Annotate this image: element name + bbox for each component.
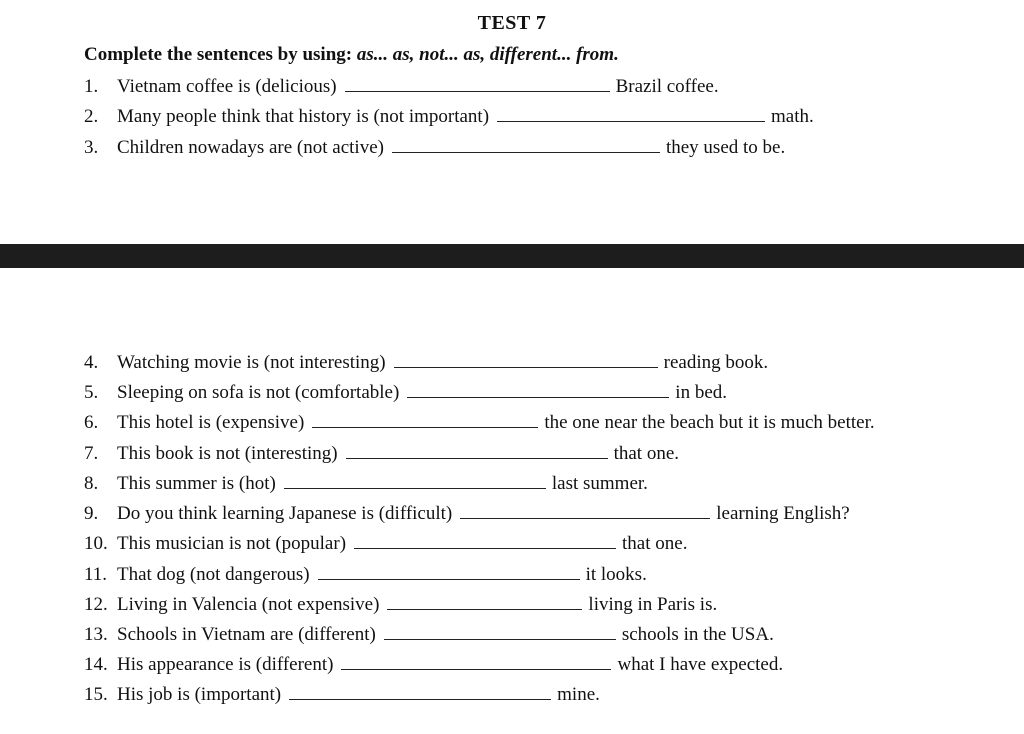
question-number: 3. [84,137,99,158]
question-ending: math. [771,106,814,127]
question-text: That dog (not dangerous) [117,564,310,585]
answer-blank [460,500,710,519]
question-number: 13. [84,624,108,645]
question-number: 7. [84,443,99,464]
question-text: This summer is (hot) [117,473,276,494]
instructions-prefix: Complete the sentences by using: [84,44,357,65]
answer-blank [284,470,546,489]
question-ending: it looks. [585,564,647,585]
question-number: 6. [84,412,99,433]
question-number: 2. [84,106,99,127]
answer-blank [346,440,608,459]
question-text: His appearance is (different) [117,654,334,675]
question-number: 1. [84,76,99,97]
question-number: 15. [84,684,108,705]
question-14 [84,651,783,677]
question-text: Schools in Vietnam are (different) [117,624,376,645]
page-divider-bar [0,244,1024,268]
question-ending: in bed. [675,382,728,403]
answer-blank [318,561,580,580]
answer-blank [407,379,669,398]
question-12 [84,591,717,617]
question-ending: reading book. [663,352,769,373]
answer-blank [312,409,538,428]
answer-blank [384,621,616,640]
question-ending: what I have expected. [617,654,784,675]
question-11 [84,561,647,587]
question-9 [84,500,850,526]
question-ending: living in Paris is. [588,594,718,615]
question-number: 4. [84,352,99,373]
answer-blank [289,681,551,700]
question-4 [84,349,768,375]
question-ending: last summer. [551,473,648,494]
question-ending: the one near the beach but it is much better. [544,412,875,433]
question-13 [84,621,774,647]
question-ending: Brazil coffee. [615,76,719,97]
answer-blank [341,651,611,670]
question-ending: schools in the USA. [621,624,774,645]
question-number: 5. [84,382,99,403]
question-3 [84,134,785,160]
worksheet-page-bottom [0,268,1024,734]
question-5 [84,379,727,405]
question-8 [84,470,648,496]
question-ending: mine. [557,684,600,705]
instructions-examples: as... as, not... as, different... from. [356,44,619,65]
question-number: 14. [84,654,108,675]
question-7 [84,440,679,466]
answer-blank [497,103,765,122]
question-ending: they used to be. [665,137,786,158]
question-10 [84,530,687,556]
worksheet-page-top [0,0,1024,244]
instructions [84,44,619,66]
question-2 [84,103,814,129]
question-text: Sleeping on sofa is not (comfortable) [117,382,400,403]
question-number: 10. [84,533,108,554]
question-number: 8. [84,473,99,494]
answer-blank [354,530,616,549]
question-text: Many people think that history is (not important) [117,106,490,127]
question-text: This book is not (interesting) [117,443,338,464]
question-text: His job is (important) [117,684,282,705]
answer-blank [387,591,582,610]
question-number: 11. [84,564,108,585]
question-text: Vietnam coffee is (delicious) [117,76,337,97]
test-title: TEST 7 [477,12,547,34]
question-1 [84,73,719,99]
question-ending: that one. [613,443,680,464]
question-text: Living in Valencia (not expensive) [117,594,380,615]
question-text: Do you think learning Japanese is (difficult) [117,503,453,524]
question-number: 9. [84,503,99,524]
question-6 [84,409,875,435]
question-text: This musician is not (popular) [117,533,347,554]
question-text: This hotel is (expensive) [117,412,305,433]
question-text: Watching movie is (not interesting) [117,352,386,373]
question-ending: that one. [622,533,688,554]
question-number: 12. [84,594,108,615]
question-15 [84,681,600,707]
question-ending: learning English? [716,503,850,524]
answer-blank [392,134,660,153]
question-text: Children nowadays are (not active) [117,137,384,158]
answer-blank [394,349,658,368]
answer-blank [345,73,610,92]
